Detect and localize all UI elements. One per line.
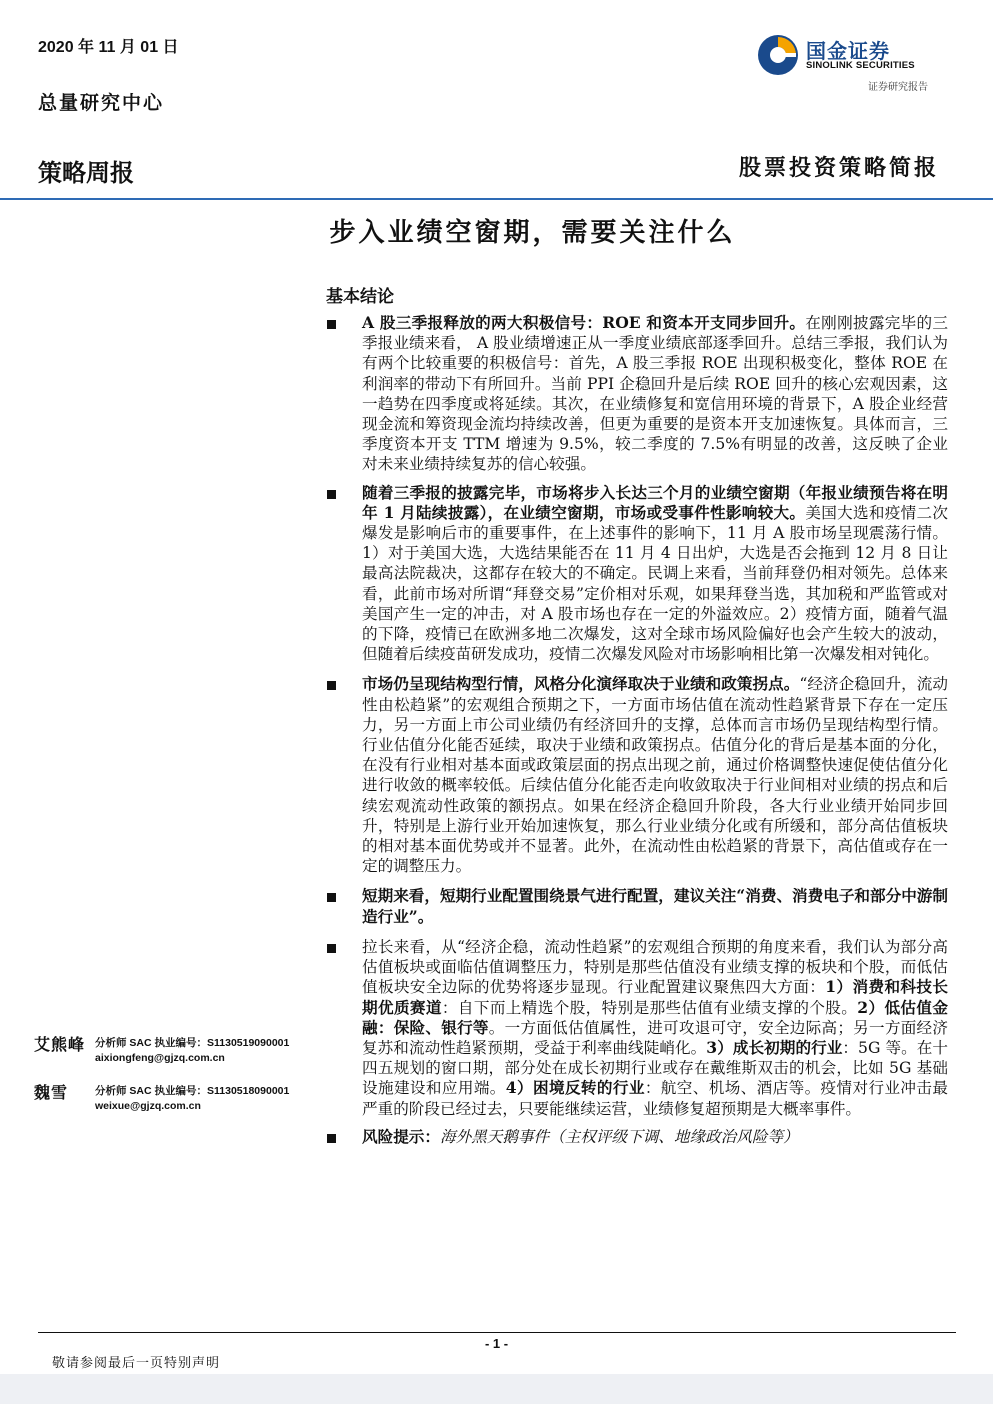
disclaimer-note: 敬请参阅最后一页特别声明 <box>52 1356 221 1371</box>
report-date: 2020 年 11 月 01 日 <box>38 39 179 56</box>
bullet-text: ：自下而上精选个股，特别是那些估值有业绩支撑的个股。 <box>441 998 858 1017</box>
list-item <box>326 1127 948 1147</box>
list-item <box>326 483 948 665</box>
header-divider <box>0 198 993 200</box>
analyst-license: 分析师 SAC 执业编号：S1130519090001 <box>95 1037 290 1049</box>
bullet-lead: 市场仍呈现结构型行情，风格分化演绎取决于业绩和政策拐点。 <box>362 674 800 694</box>
bullet-text: ：航空、机场、酒店等。疫情对行业冲击最严重的阶段已经过去，只要能继续运营，业绩修复超预期是大概率事件。 <box>362 1079 948 1118</box>
bullet-emphasis: 4）困境反转的行业 <box>505 1078 645 1098</box>
bullet-body: 美国大选和疫情二次爆发是影响后市的重要事件，在上述事件的影响下，11 月 A 股市场呈现震荡行情。1）对于美国大选，大选结果能否在 11 月 4 日出炉，大选是否会拖到 12 月 8 日让最高法院裁决，这都存在较大的不确定。民调上来看，当前拜登仍相对领先。总体来看，此前市场对所谓“拜登交易”定价相对乐观，如果拜登当选，其加税和严监管或对美国产生一定的冲击，对 A 股市场也存在一定的外溢效应。2）疫情方面，随着气温的下降，疫情已在欧洲多地二次爆发，这对全球市场风险偏好也会产生较大的波动，但随着后续疫苗研发成功，疫情二次爆发风险对市场影响相比第一次爆发相对钝化。 <box>362 503 948 664</box>
analyst-name: 魏雪 <box>34 1083 69 1102</box>
list-item <box>326 937 948 1119</box>
bullet-text: 拉长来看，从“经济企稳，流动性趋紧”的宏观组合预期的角度来看，我们认为部分高估值板块或面临估值调整压力，特别是那些估值没有业绩支撑的板块和个股，而低估值板块安全边际的优势将逐步显现。行业配置建议聚焦四大方面： <box>362 937 948 997</box>
bullet-lead: 短期来看，短期行业配置围绕景气进行配置，建议关注“消费、消费电子和部分中游制造行业”。 <box>362 886 948 926</box>
footer-band <box>0 1374 993 1404</box>
analyst-email[interactable]: aixiongfeng@gjzq.com.cn <box>95 1052 225 1064</box>
sinolink-logo-icon <box>756 33 800 77</box>
bullet-emphasis: 1）消费和科技长期优质赛道 <box>362 977 948 1017</box>
bullet-square-icon <box>327 944 336 953</box>
bullet-emphasis: 2）低估值金融：保险、银行等 <box>362 997 948 1037</box>
bullet-square-icon <box>327 681 336 690</box>
analyst-email[interactable]: weixue@gjzq.com.cn <box>95 1100 201 1112</box>
bullet-square-icon <box>327 320 336 329</box>
section-heading: 基本结论 <box>326 287 394 307</box>
analyst-name: 艾熊峰 <box>34 1035 86 1054</box>
page-number: - 1 - <box>484 1336 509 1351</box>
bullet-body: 在刚刚披露完毕的三季报业绩来看， A 股业绩增速正从一季度业绩底部逐季回升。总结三季报，我们认为有两个比较重要的积极信号：首先，A 股三季报 ROE 出现积极变化，整体 ROE 在利润率的带动下有所回升。当前 PPI 企稳回升是后续 ROE 回升的核心宏观因素，这一趋势在四季度或将延续。其次，在业绩修复和宽信用环境的背景下，A 股企业经营现金流和筹资现金流均持续改善，但更为重要的是资本开支加速恢复。具体而言，三季度资本开支 TTM 增速为 9.5%，较二季度的 7.5%有明显的改善，这反映了企业对未来业绩持续复苏的信心较强。 <box>362 314 948 474</box>
bullet-square-icon <box>327 1134 336 1143</box>
bullet-square-icon <box>327 893 336 902</box>
footer-divider <box>38 1332 956 1333</box>
bullet-text: 。一方面低估值属性，进可攻退可守，安全边际高；另一方面经济复苏和流动性趋紧预期，受益于利率曲线陡峭化。 <box>362 1018 948 1057</box>
bullet-body: “经济企稳回升，流动性由松趋紧”的宏观组合预期之下，一方面市场估值在流动性趋紧背景下存在一定压力，另一方面上市公司业绩仍有经济回升的支撑，总体而言市场仍呈现结构型行情。行业估值分化能否延续，取决于业绩和政策拐点。估值分化的背后是基本面的分化，在没有行业相对基本面或政策层面的拐点出现之前，通过价格调整快速促使估值分化进行收敛的概率较低。后续估值分化能否走向收敛取决于行业间相对业绩的拐点和后续宏观流动性政策的额拐点。如果在经济企稳回升阶段，各大行业业绩开始同步回升，特别是上游行业开始加速恢复，那么行业业绩分化或有所缓和，部分高估值板块的相对基本面优势或并不显著。此外，在流动性由松趋紧的背景下，高估值或存在一定的调整压力。 <box>362 675 948 876</box>
risk-label: 风险提示： <box>362 1126 440 1146</box>
conclusion-list <box>326 313 948 1147</box>
bullet-emphasis: 3）成长初期的行业 <box>706 1037 843 1057</box>
research-center-name: 总量研究中心 <box>38 92 165 114</box>
analyst-license: 分析师 SAC 执业编号：S1130518090001 <box>95 1085 290 1097</box>
company-name-cn: 国金证券 <box>806 41 890 63</box>
report-title: 步入业绩空窗期，需要关注什么 <box>329 218 736 248</box>
bullet-lead: A 股三季报释放的两大积极信号：ROE 和资本开支同步回升。 <box>362 313 806 332</box>
report-label: 证券研究报告 <box>868 82 928 93</box>
bullet-square-icon <box>327 490 336 499</box>
report-type: 策略周报 <box>38 160 134 187</box>
risk-text: 海外黑天鹅事件（主权评级下调、地缘政治风险等） <box>439 1127 799 1146</box>
list-item <box>326 886 948 926</box>
company-name-en: SINOLINK SECURITIES <box>806 60 915 71</box>
list-item <box>326 674 948 876</box>
bullet-text: ：5G 等。在十四五规划的窗口期，部分处在成长初期行业或存在戴维斯双击的机会，比如 5G 基础设施建设和应用端。 <box>362 1038 948 1098</box>
list-item <box>326 313 948 475</box>
report-series: 股票投资策略简报 <box>738 155 939 181</box>
bullet-lead: 随着三季报的披露完毕，市场将步入长达三个月的业绩空窗期（年报业绩预告将在明年 1 月陆续披露），在业绩空窗期，市场或受事件性影响较大。 <box>362 482 948 522</box>
